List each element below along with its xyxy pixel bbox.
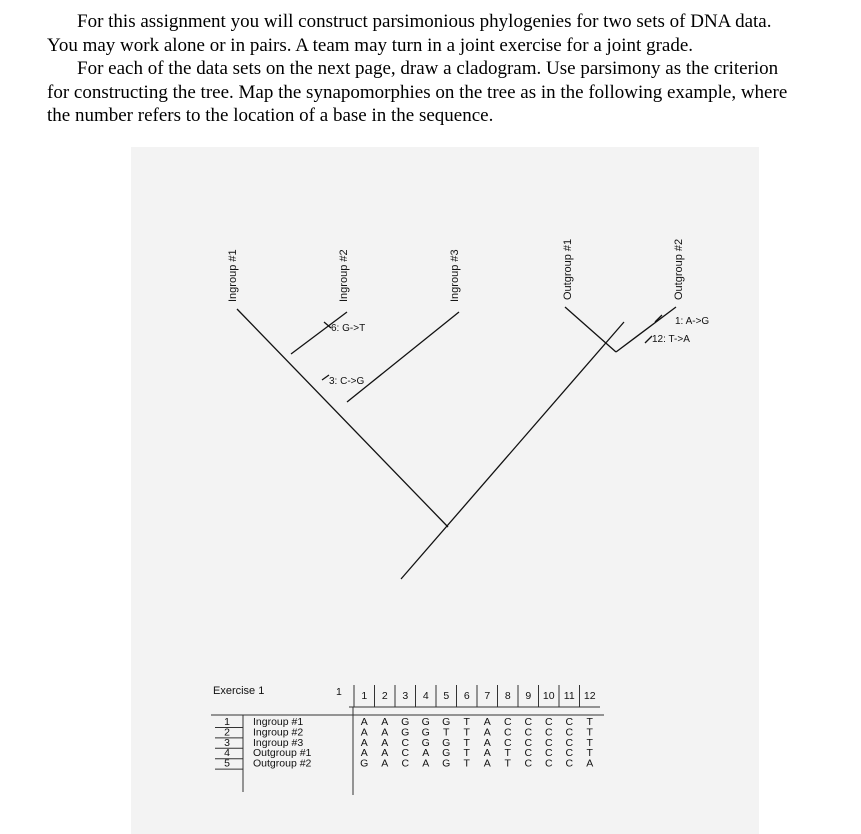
change-label: 3: C->G (329, 376, 365, 387)
branch-outgroup1 (565, 307, 616, 352)
tick-c12 (645, 336, 652, 343)
base-cell: T (586, 747, 593, 760)
branch-left (237, 309, 448, 527)
row-number: 2 (224, 726, 230, 739)
base-cell: C (565, 757, 574, 770)
row-numbers (224, 716, 230, 770)
exercise-table (211, 685, 604, 795)
position-header: 1 (361, 690, 368, 702)
base-cell: A (360, 726, 368, 739)
base-cell: A (422, 747, 430, 760)
tick-c3 (322, 375, 329, 380)
position-header: 7 (484, 690, 491, 702)
base-cell: C (544, 747, 553, 760)
base-cell: C (401, 757, 410, 770)
change-label: 1: A->G (675, 316, 710, 327)
base-cell: C (544, 757, 553, 770)
position-header: 2 (381, 690, 388, 702)
base-cell: A (381, 736, 389, 749)
base-cell: A (483, 716, 491, 728)
base-cell: A (483, 726, 491, 739)
row-name: Ingroup #2 (253, 726, 304, 739)
base-cell: A (381, 757, 389, 770)
base-cell: T (463, 757, 470, 770)
position-header: 10 (542, 690, 555, 702)
base-cell: C (503, 736, 512, 749)
base-cell: C (565, 747, 574, 760)
base-cell: G (401, 716, 410, 728)
instructions-paragraph-1 (47, 10, 837, 57)
instructions-line: For each of the data sets on the next page, draw a cladogram. Use parsimony as the criterion (77, 58, 779, 79)
base-cell: A (360, 716, 368, 728)
base-cell: C (401, 736, 410, 749)
row-number: 4 (224, 747, 230, 760)
base-cell: T (504, 757, 511, 770)
base-cell: G (442, 747, 451, 760)
base-cell: T (463, 716, 470, 728)
cladogram-and-table (131, 147, 759, 834)
row-name: Ingroup #1 (253, 716, 304, 728)
row-name: Outgroup #2 (253, 757, 312, 770)
position-header: 5 (443, 690, 450, 702)
base-cell: A (586, 757, 594, 770)
taxon-label: Ingroup #1 (227, 249, 239, 302)
position-header: 6 (463, 690, 470, 702)
base-cell: A (483, 736, 491, 749)
change-label: 12: T->A (652, 334, 690, 345)
base-cell: T (463, 736, 470, 749)
taxon-label: Ingroup #3 (449, 249, 461, 302)
taxon-label: Outgroup #1 (562, 238, 574, 300)
position-header: 8 (504, 690, 511, 702)
scanned-figure (131, 147, 759, 834)
base-cell: A (381, 716, 389, 728)
base-cell: T (463, 747, 470, 760)
base-cell: C (565, 716, 574, 728)
base-cell: G (360, 757, 369, 770)
base-cell: C (524, 736, 533, 749)
base-cell: C (544, 736, 553, 749)
cladogram (237, 307, 676, 579)
branch-root-right (401, 322, 624, 579)
change-labels (329, 316, 709, 387)
base-cell: C (524, 757, 533, 770)
base-cell: G (442, 716, 451, 728)
row-name: Outgroup #1 (253, 747, 312, 760)
taxon-label: Outgroup #2 (673, 238, 685, 300)
base-cell: C (524, 716, 533, 728)
base-cell: A (360, 736, 368, 749)
position-headers (361, 690, 595, 702)
base-cell: A (483, 757, 491, 770)
instructions-line: for constructing the tree. Map the synapomorphies on the tree as in the following example, where (47, 81, 788, 103)
row-names (253, 716, 312, 770)
base-cell: C (503, 716, 512, 728)
row-number: 1 (224, 716, 230, 728)
position-header: 9 (525, 690, 532, 702)
instructions-paragraph-2 (47, 57, 837, 128)
base-cell: A (381, 747, 389, 760)
base-cell: C (524, 747, 533, 760)
base-cell: A (360, 747, 368, 760)
base-cell: T (443, 726, 450, 739)
base-cell: G (442, 757, 451, 770)
taxon-labels (227, 239, 685, 302)
position-header: 4 (422, 690, 429, 702)
taxon-label: Ingroup #2 (338, 249, 350, 302)
base-cell: G (442, 736, 451, 749)
instructions-line: For this assignment you will construct parsimonious phylogenies for two sets of DNA data. (77, 11, 772, 32)
position-header: 11 (563, 690, 575, 702)
base-cell: A (422, 757, 430, 770)
base-cell: G (421, 736, 430, 749)
row-number: 5 (224, 757, 230, 770)
base-cell: G (401, 726, 410, 739)
row-number: 3 (224, 736, 230, 749)
instructions-line: You may work alone or in pairs. A team may turn in a joint exercise for a joint grade. (47, 34, 694, 56)
base-cell: T (504, 747, 511, 760)
instructions-line: the number refers to the location of a base in the sequence. (47, 105, 494, 126)
base-cell: T (463, 726, 470, 739)
base-cell: C (544, 726, 553, 739)
base-cell: C (524, 726, 533, 739)
base-cell: A (483, 747, 491, 760)
base-cell: C (565, 726, 574, 739)
index-column-label: 1 (336, 686, 342, 698)
branch-outgroup2 (616, 307, 676, 352)
base-cell: G (421, 716, 430, 728)
base-cell: C (565, 736, 574, 749)
row-name: Ingroup #3 (253, 736, 304, 749)
change-label: 6: G->T (331, 323, 366, 334)
base-cell: G (421, 726, 430, 739)
base-cell: C (544, 716, 553, 728)
base-cell: T (586, 716, 593, 728)
exercise-title: Exercise 1 (213, 685, 265, 697)
position-header: 12 (583, 690, 596, 702)
base-cell: C (401, 747, 410, 760)
base-cell: T (586, 726, 593, 739)
base-cell: T (586, 736, 593, 749)
base-cell: A (381, 726, 389, 739)
position-header: 3 (402, 690, 409, 702)
base-cell: C (503, 726, 512, 739)
base-cells (360, 716, 593, 770)
